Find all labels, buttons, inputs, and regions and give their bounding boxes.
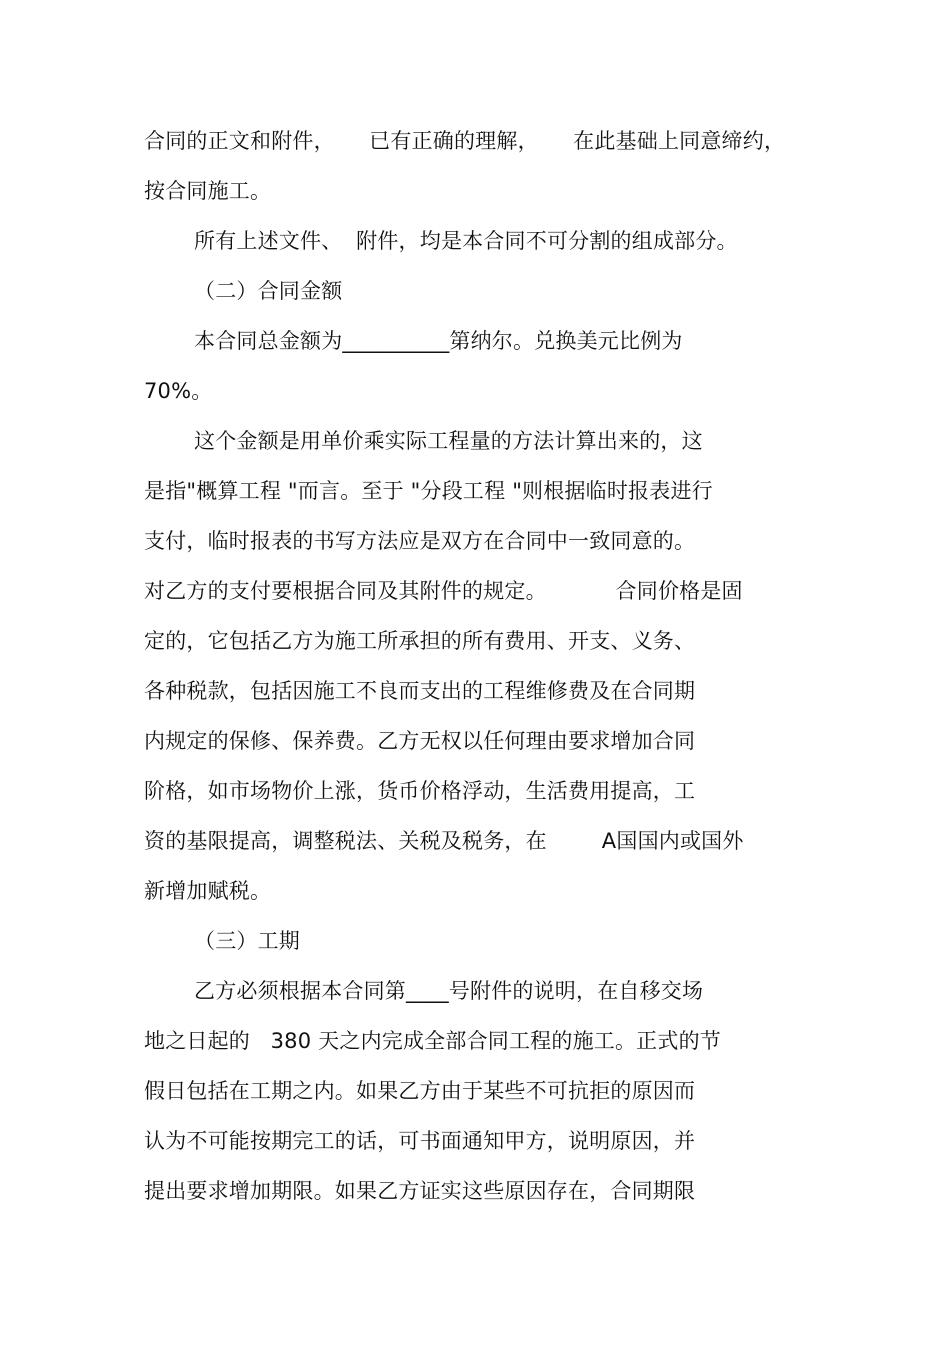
text-line: 本合同总金额为__________第纳尔。兑换美元比例为	[194, 329, 683, 353]
text-line: 乙方必须根据本合同第____号附件的说明，在自移交场	[194, 979, 704, 1003]
text-line: 资的基限提高，调整税法、关税及税务，在 A国国内或国外	[144, 829, 744, 853]
section-heading: （二）合同金额	[194, 279, 343, 303]
text-line: 是指"概算工程 "而言。至于 "分段工程 "则根据临时报表进行	[144, 479, 713, 503]
text-line: 对乙方的支付要根据合同及其附件的规定。 合同价格是固	[144, 579, 743, 603]
text-line: 所有上述文件、 附件，均是本合同不可分割的组成部分。	[194, 229, 738, 253]
text-line: 提出要求增加期限。如果乙方证实这些原因存在，合同期限	[144, 1179, 696, 1203]
text-line: 70%。	[144, 379, 213, 403]
text-line: 合同的正文和附件， 已有正确的理解， 在此基础上同意缔约，	[144, 129, 786, 153]
text-line: 支付，临时报表的书写方法应是双方在合同中一致同意的。	[144, 529, 696, 553]
text-line: 这个金额是用单价乘实际工程量的方法计算出来的，这	[194, 429, 703, 453]
text-line: 内规定的保修、保养费。乙方无权以任何理由要求增加合同	[144, 729, 696, 753]
text-line: 新增加赋税。	[144, 879, 272, 903]
section-heading: （三）工期	[194, 929, 300, 953]
text-line: 地之日起的 380 天之内完成全部合同工程的施工。正式的节	[144, 1029, 721, 1053]
text-line: 认为不可能按期完工的话，可书面通知甲方，说明原因，并	[144, 1129, 696, 1153]
text-line: 按合同施工。	[144, 179, 272, 203]
text-line: 阶格，如市场物价上涨，货币价格浮动，生活费用提高，工	[144, 779, 696, 803]
text-line: 假日包括在工期之内。如果乙方由于某些不可抗拒的原因而	[144, 1079, 696, 1103]
text-line: 各种税款，包括因施工不良而支出的工程维修费及在合同期	[144, 679, 696, 703]
text-line: 定的，它包括乙方为施工所承担的所有费用、开支、义务、	[144, 629, 696, 653]
